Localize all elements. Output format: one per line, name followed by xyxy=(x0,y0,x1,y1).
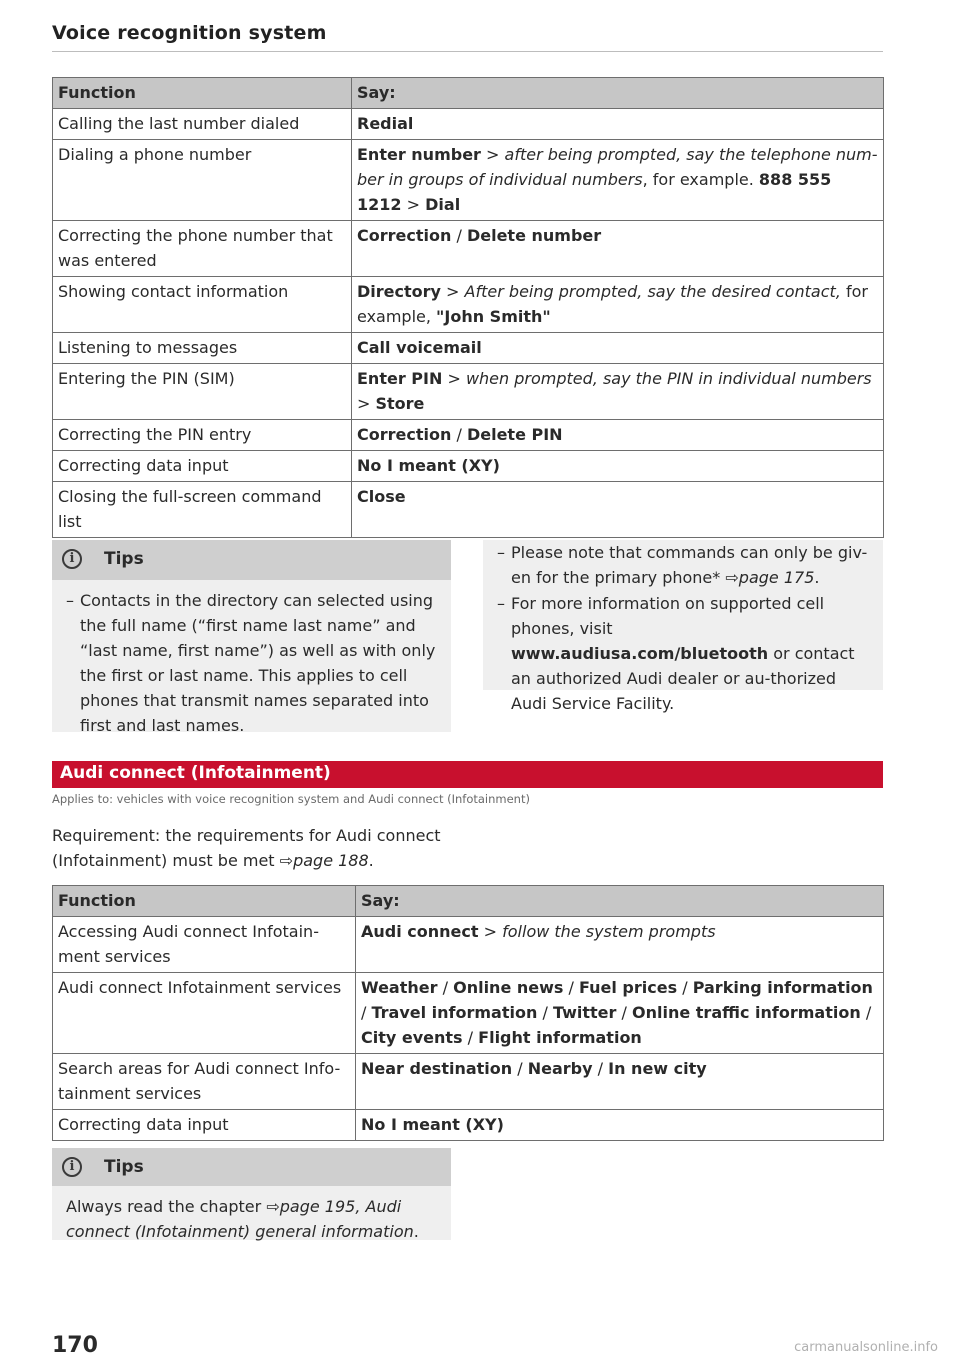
tips-continuation-box xyxy=(483,540,883,713)
table-row xyxy=(53,917,884,973)
say-cell xyxy=(356,917,884,973)
function-cell: Entering the PIN (SIM) xyxy=(53,364,352,420)
tips-header xyxy=(52,540,451,580)
say-cell xyxy=(352,333,884,364)
command-text: Travel information xyxy=(371,1003,538,1022)
command-text: Online traffic information xyxy=(632,1003,861,1022)
command-text: Parking information xyxy=(692,978,873,997)
separator: / xyxy=(568,978,574,997)
text: , for example. xyxy=(642,170,754,189)
requirement-text: Requirement: the requirements for Audi connect (Infotainment) must be met xyxy=(52,826,441,870)
separator: / xyxy=(517,1059,523,1078)
table-header-row xyxy=(53,886,884,917)
table-row xyxy=(53,221,884,277)
tips-header xyxy=(52,1148,451,1186)
command-text: Enter PIN xyxy=(357,369,443,388)
section-header-bar xyxy=(52,761,883,788)
column-header-say: Say: xyxy=(356,886,884,917)
tip-text: Please note that commands can only be giv-en for the primary phone* xyxy=(511,543,868,587)
table-row xyxy=(53,973,884,1054)
say-cell xyxy=(352,277,884,333)
function-cell: Correcting data input xyxy=(53,1110,356,1141)
separator: / xyxy=(467,1028,474,1047)
separator: / xyxy=(682,978,688,997)
applies-to-note: Applies to: vehicles with voice recognition system and Audi connect (Infotainment) xyxy=(52,792,530,806)
tip-text: or contact an authorized Audi dealer or au-thorized Audi Service Facility. xyxy=(511,644,855,713)
text: Always read the chapter xyxy=(66,1197,262,1216)
separator: / xyxy=(621,1003,627,1022)
say-cell xyxy=(352,482,884,538)
header-divider xyxy=(52,51,883,52)
text: . xyxy=(368,851,374,870)
separator: > xyxy=(447,369,461,388)
table-row xyxy=(53,1110,884,1141)
separator: / xyxy=(542,1003,548,1022)
prompt-text: follow the system prompts xyxy=(502,922,716,941)
say-cell xyxy=(352,451,884,482)
tips-box xyxy=(52,1148,451,1240)
command-text: No I meant (XY) xyxy=(361,1115,504,1134)
command-text: Weather xyxy=(361,978,438,997)
bullet-dash: – xyxy=(497,594,505,613)
function-cell: Showing contact information xyxy=(53,277,352,333)
command-text: Close xyxy=(357,487,406,506)
page-header-title: Voice recognition system xyxy=(52,22,327,44)
function-cell: Accessing Audi connect Infotain-ment services xyxy=(53,917,356,973)
command-text: Directory xyxy=(357,282,441,301)
table-row xyxy=(53,482,884,538)
table-row xyxy=(53,109,884,140)
separator: / xyxy=(865,1003,872,1022)
command-text: Correction xyxy=(357,425,452,444)
tip-text: Contacts in the directory can selected using the full name (“first name last name” and “last name, first name”) as well as with only the first or last name. This applies to cell phones that transmit names separated into first and last names. xyxy=(80,591,436,735)
arrow-icon: ⇨ xyxy=(266,1197,280,1216)
tips-list xyxy=(483,540,883,723)
function-cell: Listening to messages xyxy=(53,333,352,364)
separator: > xyxy=(486,145,500,164)
function-cell: Closing the full-screen command list xyxy=(53,482,352,538)
command-text: Call voicemail xyxy=(357,338,482,357)
separator: / xyxy=(456,226,462,245)
say-cell xyxy=(352,109,884,140)
table-row xyxy=(53,420,884,451)
info-icon: i xyxy=(62,549,82,569)
function-cell: Correcting the phone number that was entered xyxy=(53,221,352,277)
separator: / xyxy=(597,1059,604,1078)
command-text: Flight information xyxy=(478,1028,642,1047)
table-row xyxy=(53,140,884,221)
page-reference-link[interactable]: page 175 xyxy=(738,568,815,587)
page-reference-link[interactable]: page 188 xyxy=(293,851,369,870)
table-header-row xyxy=(53,78,884,109)
separator: / xyxy=(361,1003,367,1022)
separator: / xyxy=(456,425,462,444)
section-title: Audi connect (Infotainment) xyxy=(60,763,331,783)
text: . xyxy=(814,568,820,587)
tip-text: For more information on supported cell phones, visit xyxy=(511,594,825,638)
tip-text xyxy=(52,1186,451,1250)
command-text: "John Smith" xyxy=(436,307,551,326)
table-row xyxy=(53,364,884,420)
prompt-text: after being prompted, say the telephone num-ber in groups of individual numbers xyxy=(357,145,878,189)
table-row xyxy=(53,277,884,333)
say-cell xyxy=(352,364,884,420)
command-text: No I meant (XY) xyxy=(357,456,500,475)
command-text: Store xyxy=(375,394,425,413)
function-cell: Correcting the PIN entry xyxy=(53,420,352,451)
command-text: Delete PIN xyxy=(466,425,563,444)
command-text: Near destination xyxy=(361,1059,513,1078)
bullet-dash: – xyxy=(497,543,505,562)
column-header-function: Function xyxy=(53,886,356,917)
list-item xyxy=(497,591,869,716)
tips-list xyxy=(52,580,451,745)
page-number: 170 xyxy=(52,1333,98,1358)
prompt-text: After being prompted, say the desired contact, xyxy=(464,282,841,301)
say-cell xyxy=(356,973,884,1054)
separator: > xyxy=(357,394,371,413)
page-reference-link[interactable]: page 195, Audi connect (Infotainment) general information xyxy=(66,1197,414,1241)
command-text: In new city xyxy=(608,1059,707,1078)
table-row xyxy=(53,451,884,482)
watermark: carmanualsonline.info xyxy=(794,1340,938,1355)
table-row xyxy=(53,1054,884,1110)
say-cell xyxy=(356,1054,884,1110)
tips-box xyxy=(52,540,451,735)
column-header-function: Function xyxy=(53,78,352,109)
arrow-icon: ⇨ xyxy=(725,568,739,587)
command-text: Twitter xyxy=(552,1003,617,1022)
arrow-icon: ⇨ xyxy=(279,851,294,870)
text: . xyxy=(413,1222,419,1241)
command-text: Enter number xyxy=(357,145,481,164)
command-text: Nearby xyxy=(527,1059,593,1078)
function-cell: Correcting data input xyxy=(53,451,352,482)
separator: / xyxy=(442,978,448,997)
website-link[interactable]: www.audiusa.com/bluetooth xyxy=(511,644,769,663)
say-cell xyxy=(352,221,884,277)
list-item xyxy=(497,540,869,590)
separator: > xyxy=(446,282,460,301)
command-text: Fuel prices xyxy=(579,978,678,997)
separator: > xyxy=(406,195,421,214)
text: for example, xyxy=(357,282,868,326)
command-text: Delete number xyxy=(466,226,602,245)
tips-label: Tips xyxy=(104,549,144,569)
function-cell: Dialing a phone number xyxy=(53,140,352,221)
info-icon: i xyxy=(62,1157,82,1177)
command-text: City events xyxy=(361,1028,463,1047)
requirement-paragraph xyxy=(52,823,472,873)
prompt-text: when prompted, say the PIN in individual numbers xyxy=(465,369,872,388)
audi-connect-commands-table xyxy=(52,885,884,1141)
function-cell: Search areas for Audi connect Info-tainment services xyxy=(53,1054,356,1110)
function-cell: Audi connect Infotainment services xyxy=(53,973,356,1054)
command-text: Online news xyxy=(453,978,564,997)
separator: > xyxy=(483,922,498,941)
say-cell xyxy=(352,420,884,451)
command-text: Redial xyxy=(357,114,414,133)
table-row xyxy=(53,333,884,364)
tips-label: Tips xyxy=(104,1157,144,1177)
say-cell xyxy=(352,140,884,221)
list-item xyxy=(66,588,437,738)
command-text: Audi connect xyxy=(361,922,479,941)
command-text: Dial xyxy=(425,195,461,214)
column-header-say: Say: xyxy=(352,78,884,109)
function-cell: Calling the last number dialed xyxy=(53,109,352,140)
command-text: 888 555 1212 xyxy=(357,170,832,214)
command-text: Correction xyxy=(357,226,452,245)
bullet-dash: – xyxy=(66,591,74,610)
say-cell xyxy=(356,1110,884,1141)
voice-commands-table xyxy=(52,77,884,538)
